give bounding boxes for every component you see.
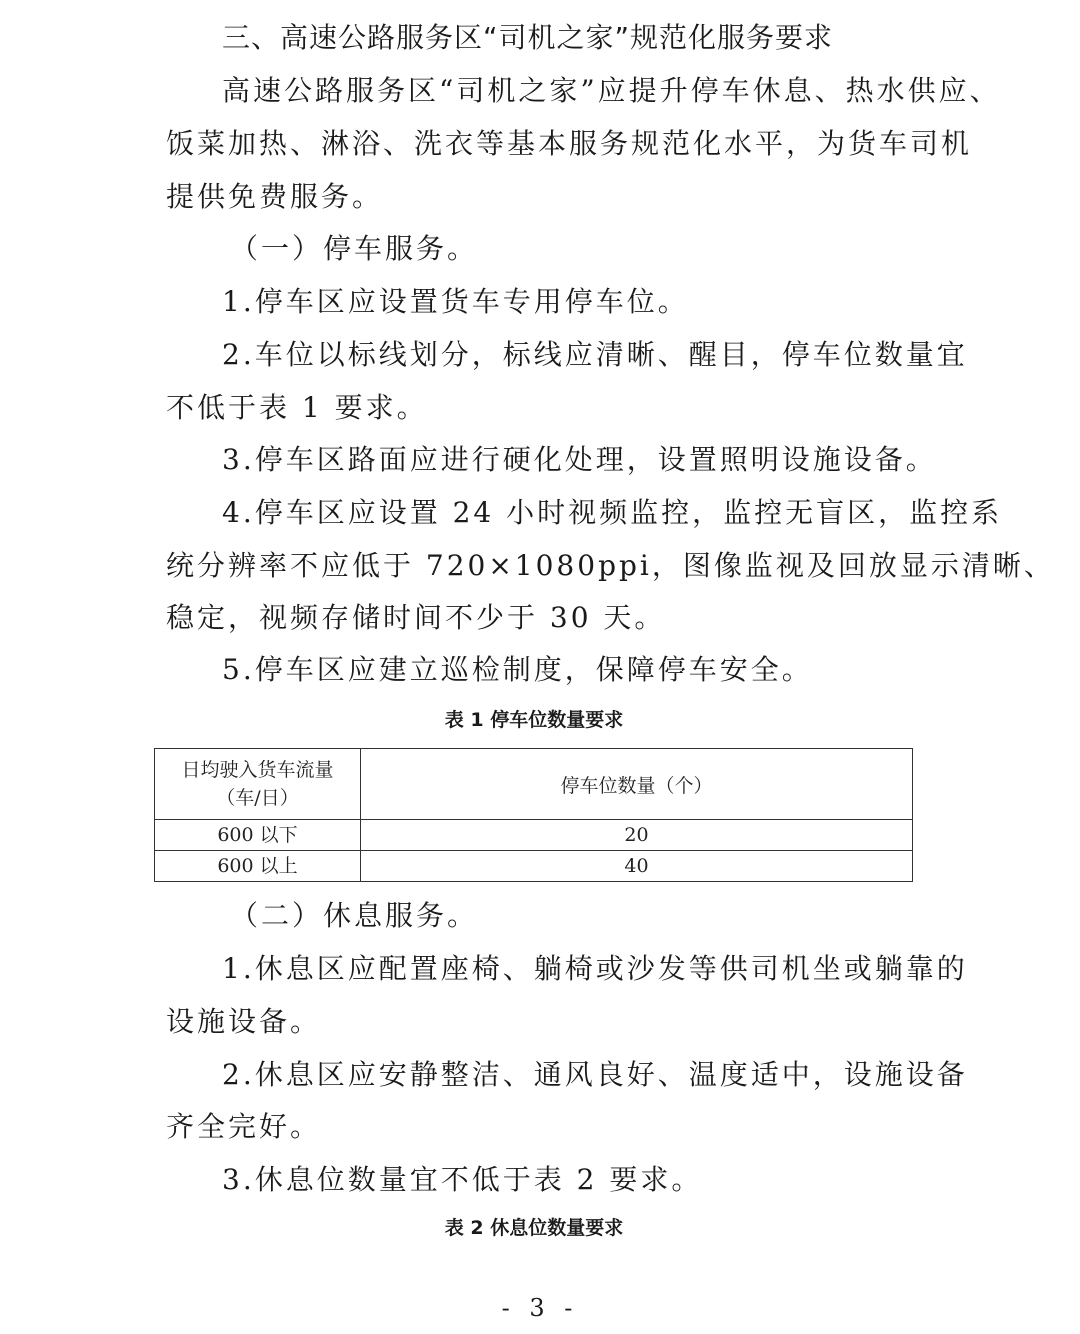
parking-item-2-line-2: 不低于表 1 要求。: [166, 391, 428, 424]
cell-spaces: 40: [361, 851, 913, 882]
intro-line-1: 高速公路服务区“司机之家”应提升停车休息、热水供应、: [222, 74, 1001, 107]
section-heading: 三、高速公路服务区“司机之家”规范化服务要求: [222, 21, 834, 54]
table-header-row: [155, 749, 913, 820]
parking-item-4-line-2: 统分辨率不应低于 720×1080ppi，图像监视及回放显示清晰、: [166, 549, 1055, 582]
table-row: [155, 851, 913, 882]
parking-subheading: （一）停车服务。: [230, 232, 479, 265]
parking-item-1: 1.停车区应设置货车专用停车位。: [222, 285, 689, 318]
table-1-caption: 表 1 停车位数量要求: [444, 709, 624, 731]
cell-flow: 600 以下: [155, 820, 361, 851]
rest-subheading: （二）休息服务。: [230, 899, 479, 932]
table-row: [155, 820, 913, 851]
intro-line-3: 提供免费服务。: [166, 180, 384, 213]
header-daily-truck-flow: [155, 749, 361, 820]
cell-spaces: 20: [361, 820, 913, 851]
cell-flow: 600 以上: [155, 851, 361, 882]
parking-item-4-line-3: 稳定，视频存储时间不少于 30 天。: [166, 601, 666, 634]
rest-item-2-line-2: 齐全完好。: [166, 1110, 322, 1143]
parking-item-2-line-1: 2.车位以标线划分，标线应清晰、醒目，停车位数量宜: [222, 338, 968, 371]
parking-item-4-line-1: 4.停车区应设置 24 小时视频监控，监控无盲区，监控系: [222, 496, 1003, 529]
rest-item-1-line-2: 设施设备。: [166, 1005, 322, 1038]
header-daily-truck-flow-line-2: （车/日）: [216, 787, 299, 809]
parking-item-3: 3.停车区路面应进行硬化处理，设置照明设施设备。: [222, 443, 937, 476]
rest-item-1-line-1: 1.休息区应配置座椅、躺椅或沙发等供司机坐或躺靠的: [222, 952, 968, 985]
table-2-caption: 表 2 休息位数量要求: [444, 1217, 624, 1239]
header-parking-space-count: 停车位数量（个）: [361, 749, 913, 820]
rest-item-3: 3.休息位数量宜不低于表 2 要求。: [222, 1163, 703, 1196]
parking-item-5: 5.停车区应建立巡检制度，保障停车安全。: [222, 653, 813, 686]
parking-spaces-table: [154, 748, 913, 882]
page-number: - 3 -: [501, 1294, 579, 1322]
rest-item-2-line-1: 2.休息区应安静整洁、通风良好、温度适中，设施设备: [222, 1058, 968, 1091]
intro-line-2: 饭菜加热、淋浴、洗衣等基本服务规范化水平，为货车司机: [166, 127, 973, 160]
header-daily-truck-flow-line-1: 日均驶入货车流量: [181, 759, 334, 781]
